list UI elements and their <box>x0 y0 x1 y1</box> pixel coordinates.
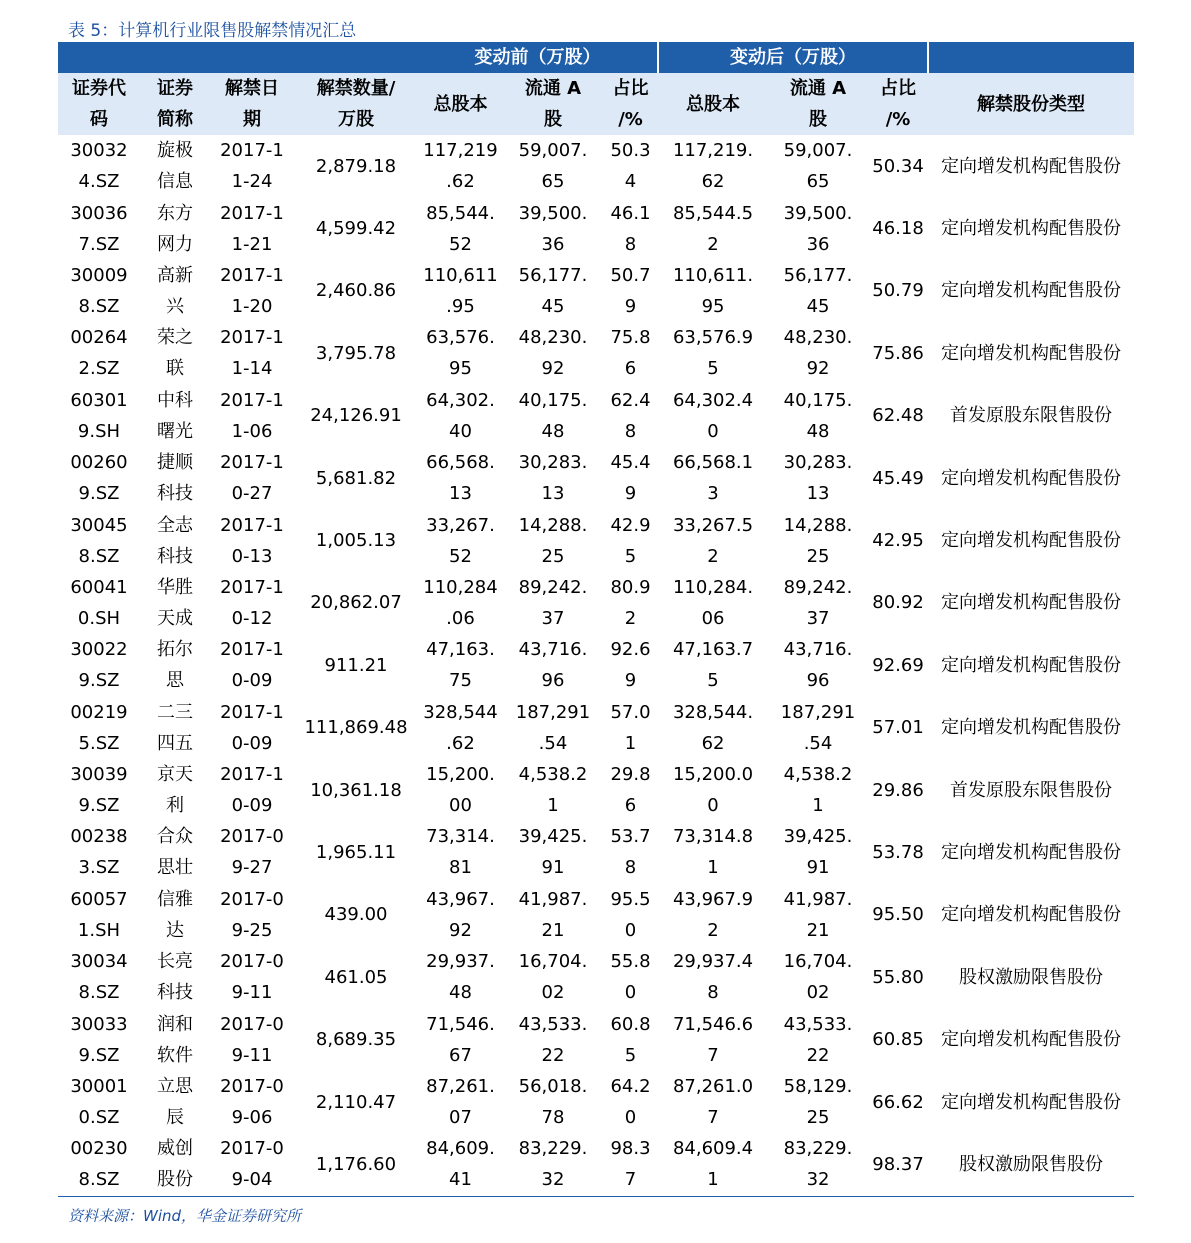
table-cell: 30033 9.SZ <box>70 1013 128 1066</box>
table-cell: 29,937.4 8 <box>672 951 754 1004</box>
table-cell: 2,460.86 <box>315 280 397 302</box>
table-row <box>58 821 1134 883</box>
table-row <box>58 1133 1134 1195</box>
table-cell: 30001 0.SZ <box>70 1076 128 1129</box>
table-row <box>58 697 1134 759</box>
table-cell: 33,267. 52 <box>426 514 495 567</box>
table-cell: 定向增发机构配售股份 <box>941 467 1122 489</box>
table-cell: 荣之 联 <box>157 327 193 380</box>
source-note: 资料来源：Wind，华金证券研究所 <box>68 1207 302 1225</box>
table-cell: 24,126.91 <box>310 405 402 427</box>
column-header: 总股本 <box>418 73 503 135</box>
table-row <box>58 572 1134 634</box>
table-cell: 30034 8.SZ <box>70 951 128 1004</box>
table-cell: 57.01 <box>872 717 924 739</box>
column-header: 占比 /% <box>603 73 658 135</box>
table-cell: 1,005.13 <box>315 530 397 552</box>
table-cell: 4,538.2 1 <box>518 764 588 817</box>
column-header: 流通 A 股 <box>503 73 603 135</box>
table-cell: 00260 9.SZ <box>70 452 128 505</box>
table-cell: 2017-0 9-11 <box>220 1013 284 1066</box>
table-cell: 全志 科技 <box>157 514 193 567</box>
table-cell: 4,538.2 1 <box>783 764 853 817</box>
table-cell: 48,230. 92 <box>518 327 588 380</box>
group-header-row <box>58 42 1134 73</box>
table-cell: 润和 软件 <box>157 1013 193 1066</box>
table-cell: 41,987. 21 <box>783 888 853 941</box>
table-cell: 66,568.1 3 <box>672 452 754 505</box>
table-cell: 55.80 <box>872 966 924 988</box>
table-cell: 2,879.18 <box>315 155 397 177</box>
table-cell: 长亮 科技 <box>157 951 193 1004</box>
table-cell: 111,869.48 <box>304 717 408 739</box>
table-cell: 39,425. 91 <box>518 826 588 879</box>
table-cell: 59,007. 65 <box>518 140 588 193</box>
table-cell: 2017-1 0-12 <box>220 576 284 629</box>
table-cell: 328,544 .62 <box>423 701 498 754</box>
table-cell: 46.1 8 <box>610 202 651 255</box>
table-row <box>58 634 1134 696</box>
table-cell: 187,291 .54 <box>780 701 856 754</box>
table-cell: 定向增发机构配售股份 <box>941 1029 1122 1051</box>
table-cell: 84,609.4 1 <box>672 1138 754 1191</box>
table-cell: 中科 曙光 <box>157 389 193 442</box>
table-row <box>58 759 1134 821</box>
table-cell: 二三 四五 <box>157 701 193 754</box>
table-bottom-rule <box>58 1196 1134 1197</box>
table-cell: 2017-1 0-09 <box>220 701 284 754</box>
table-cell: 64,302. 40 <box>426 389 495 442</box>
table-cell: 60.85 <box>872 1029 924 1051</box>
table-body <box>58 135 1134 1196</box>
table-cell: 42.9 5 <box>610 514 651 567</box>
table-cell: 43,967.9 2 <box>672 888 754 941</box>
table-cell: 定向增发机构配售股份 <box>941 530 1122 552</box>
table-cell: 高新 兴 <box>157 264 193 317</box>
table-cell: 定向增发机构配售股份 <box>941 342 1122 364</box>
table-cell: 56,177. 45 <box>518 264 588 317</box>
table-cell: 2017-1 0-09 <box>220 639 284 692</box>
table-cell: 定向增发机构配售股份 <box>941 717 1122 739</box>
table-cell: 2017-1 0-09 <box>220 764 284 817</box>
lockup-expiry-table <box>58 42 1134 1196</box>
table-cell: 14,288. 25 <box>783 514 853 567</box>
table-cell: 30022 9.SZ <box>70 639 128 692</box>
table-cell: 87,261. 07 <box>426 1076 495 1129</box>
table-cell: 45.4 9 <box>610 452 651 505</box>
table-cell: 58,129. 25 <box>783 1076 853 1129</box>
table-caption: 表 5：计算机行业限售股解禁情况汇总 <box>68 21 357 41</box>
table-cell: 60.8 5 <box>610 1013 651 1066</box>
table-cell: 60041 0.SH <box>70 576 128 629</box>
column-header: 证券 简称 <box>140 73 210 135</box>
column-header: 占比 /% <box>868 73 928 135</box>
table-cell: 捷顺 科技 <box>157 452 193 505</box>
table-cell: 92.6 9 <box>610 639 651 692</box>
table-cell: 10,361.18 <box>310 779 402 801</box>
table-cell: 53.7 8 <box>610 826 651 879</box>
table-cell: 合众 思壮 <box>157 826 193 879</box>
table-cell: 328,544. 62 <box>672 701 754 754</box>
table-cell: 29,937. 48 <box>426 951 495 1004</box>
table-cell: 立思 辰 <box>157 1076 193 1129</box>
table-cell: 92.69 <box>872 654 924 676</box>
table-cell: 2017-1 1-21 <box>220 202 284 255</box>
table-cell: 84,609. 41 <box>426 1138 495 1191</box>
column-header: 解禁日 期 <box>210 73 294 135</box>
table-cell: 定向增发机构配售股份 <box>941 841 1122 863</box>
table-cell: 定向增发机构配售股份 <box>941 280 1122 302</box>
table-cell: 00264 2.SZ <box>70 327 128 380</box>
table-cell: 110,611 .95 <box>423 264 498 317</box>
table-row <box>58 385 1134 447</box>
group-header-spacer <box>58 42 418 73</box>
table-cell: 00238 3.SZ <box>70 826 128 879</box>
table-cell: 62.48 <box>872 405 924 427</box>
table-cell: 1,965.11 <box>315 841 397 863</box>
table-cell: 2017-1 1-06 <box>220 389 284 442</box>
table-cell: 75.86 <box>872 342 924 364</box>
table-cell: 2017-0 9-27 <box>220 826 284 879</box>
table-cell: 187,291 .54 <box>515 701 591 754</box>
group-header-spacer <box>928 42 1134 73</box>
table-cell: 40,175. 48 <box>783 389 853 442</box>
table-cell: 80.92 <box>872 592 924 614</box>
table-cell: 85,544. 52 <box>426 202 495 255</box>
table-cell: 89,242. 37 <box>518 576 588 629</box>
table-cell: 信雅 达 <box>157 888 193 941</box>
table-cell: 57.0 1 <box>610 701 651 754</box>
table-cell: 64,302.4 0 <box>672 389 754 442</box>
table-cell: 56,177. 45 <box>783 264 853 317</box>
table-row <box>58 1008 1134 1070</box>
table-cell: 20,862.07 <box>310 592 402 614</box>
table-cell: 定向增发机构配售股份 <box>941 904 1122 926</box>
table-cell: 股权激励限售股份 <box>959 1153 1104 1175</box>
table-cell: 71,546. 67 <box>426 1013 495 1066</box>
table-row <box>58 260 1134 322</box>
column-header: 解禁数量/ 万股 <box>294 73 418 135</box>
table-cell: 87,261.0 7 <box>672 1076 754 1129</box>
table-cell: 首发原股东限售股份 <box>950 405 1113 427</box>
table-cell: 60301 9.SH <box>70 389 128 442</box>
table-cell: 2017-0 9-25 <box>220 888 284 941</box>
table-cell: 30009 8.SZ <box>70 264 128 317</box>
table-cell: 39,500. 36 <box>518 202 588 255</box>
table-cell: 63,576. 95 <box>426 327 495 380</box>
table-cell: 89,242. 37 <box>783 576 853 629</box>
column-header: 证券代 码 <box>58 73 140 135</box>
table-cell: 117,219 .62 <box>423 140 498 193</box>
table-cell: 911.21 <box>324 654 388 676</box>
table-cell: 30032 4.SZ <box>70 140 128 193</box>
table-cell: 43,716. 96 <box>518 639 588 692</box>
table-cell: 71,546.6 7 <box>672 1013 754 1066</box>
table-cell: 53.78 <box>872 841 924 863</box>
table-cell: 39,500. 36 <box>783 202 853 255</box>
table-cell: 110,284. 06 <box>672 576 754 629</box>
table-cell: 83,229. 32 <box>518 1138 588 1191</box>
table-cell: 2017-0 9-04 <box>220 1138 284 1191</box>
table-cell: 62.4 8 <box>610 389 651 442</box>
table-cell: 43,533. 22 <box>783 1013 853 1066</box>
column-header: 总股本 <box>658 73 768 135</box>
table-cell: 29.8 6 <box>610 764 651 817</box>
table-cell: 83,229. 32 <box>783 1138 853 1191</box>
table-cell: 京天 利 <box>157 764 193 817</box>
table-cell: 2,110.47 <box>315 1091 397 1113</box>
table-cell: 东方 网力 <box>157 202 193 255</box>
table-cell: 47,163. 75 <box>426 639 495 692</box>
table-cell: 39,425. 91 <box>783 826 853 879</box>
table-cell: 2017-1 0-13 <box>220 514 284 567</box>
table-cell: 拓尔 思 <box>157 639 193 692</box>
table-cell: 46.18 <box>872 218 924 240</box>
table-cell: 48,230. 92 <box>783 327 853 380</box>
table-cell: 首发原股东限售股份 <box>950 779 1113 801</box>
table-cell: 定向增发机构配售股份 <box>941 155 1122 177</box>
table-cell: 定向增发机构配售股份 <box>941 592 1122 614</box>
table-cell: 64.2 0 <box>610 1076 651 1129</box>
table-cell: 定向增发机构配售股份 <box>941 654 1122 676</box>
table-cell: 98.3 7 <box>610 1138 651 1191</box>
table-cell: 15,200.0 0 <box>672 764 754 817</box>
table-row <box>58 884 1134 946</box>
table-cell: 定向增发机构配售股份 <box>941 218 1122 240</box>
table-cell: 45.49 <box>872 467 924 489</box>
table-cell: 117,219. 62 <box>672 140 754 193</box>
table-row <box>58 509 1134 571</box>
table-cell: 50.3 4 <box>610 140 651 193</box>
table-cell: 43,716. 96 <box>783 639 853 692</box>
table-cell: 63,576.9 5 <box>672 327 754 380</box>
table-cell: 14,288. 25 <box>518 514 588 567</box>
table-cell: 威创 股份 <box>157 1138 193 1191</box>
table-cell: 42.95 <box>872 530 924 552</box>
table-cell: 00230 8.SZ <box>70 1138 128 1191</box>
table-cell: 旋极 信息 <box>157 140 193 193</box>
table-cell: 2017-0 9-06 <box>220 1076 284 1129</box>
table-cell: 3,795.78 <box>315 342 397 364</box>
table-cell: 50.34 <box>872 155 924 177</box>
table-cell: 47,163.7 5 <box>672 639 754 692</box>
table-cell: 16,704. 02 <box>518 951 588 1004</box>
table-cell: 2017-1 1-14 <box>220 327 284 380</box>
table-cell: 2017-0 9-11 <box>220 951 284 1004</box>
table-cell: 00219 5.SZ <box>70 701 128 754</box>
column-header-row <box>58 73 1134 135</box>
table-cell: 30039 9.SZ <box>70 764 128 817</box>
table-cell: 439.00 <box>324 904 388 926</box>
table-cell: 2017-1 1-20 <box>220 264 284 317</box>
table-cell: 80.9 2 <box>610 576 651 629</box>
table-cell: 73,314.8 1 <box>672 826 754 879</box>
table-cell: 75.8 6 <box>610 327 651 380</box>
table-cell: 2017-1 1-24 <box>220 140 284 193</box>
table-cell: 43,967. 92 <box>426 888 495 941</box>
table-row <box>58 135 1134 197</box>
table-cell: 110,611. 95 <box>672 264 754 317</box>
table-cell: 461.05 <box>324 966 388 988</box>
group-header-before: 变动前（万股） <box>418 42 658 73</box>
table-cell: 98.37 <box>872 1153 924 1175</box>
table-row <box>58 197 1134 259</box>
table-cell: 5,681.82 <box>315 467 397 489</box>
table-cell: 55.8 0 <box>610 951 651 1004</box>
table-cell: 15,200. 00 <box>426 764 495 817</box>
table-cell: 4,599.42 <box>315 218 397 240</box>
table-cell: 110,284 .06 <box>423 576 498 629</box>
table-cell: 30,283. 13 <box>783 452 853 505</box>
table-cell: 股权激励限售股份 <box>959 966 1104 988</box>
column-header: 流通 A 股 <box>768 73 868 135</box>
table-cell: 30036 7.SZ <box>70 202 128 255</box>
table-cell: 41,987. 21 <box>518 888 588 941</box>
table-cell: 59,007. 65 <box>783 140 853 193</box>
table-cell: 33,267.5 2 <box>672 514 754 567</box>
table-cell: 73,314. 81 <box>426 826 495 879</box>
table-cell: 56,018. 78 <box>518 1076 588 1129</box>
table-cell: 85,544.5 2 <box>672 202 754 255</box>
column-header: 解禁股份类型 <box>928 73 1134 135</box>
table-cell: 50.79 <box>872 280 924 302</box>
table-cell: 60057 1.SH <box>70 888 128 941</box>
table-row <box>58 946 1134 1008</box>
table-cell: 50.7 9 <box>610 264 651 317</box>
table-cell: 43,533. 22 <box>518 1013 588 1066</box>
table-cell: 2017-1 0-27 <box>220 452 284 505</box>
table-cell: 40,175. 48 <box>518 389 588 442</box>
table-cell: 95.5 0 <box>610 888 651 941</box>
table-cell: 30045 8.SZ <box>70 514 128 567</box>
table-cell: 华胜 天成 <box>157 576 193 629</box>
table-row <box>58 447 1134 509</box>
table-cell: 95.50 <box>872 904 924 926</box>
table-cell: 8,689.35 <box>315 1029 397 1051</box>
group-header-after: 变动后（万股） <box>658 42 928 73</box>
table-row <box>58 1071 1134 1133</box>
table-cell: 30,283. 13 <box>518 452 588 505</box>
table-cell: 66,568. 13 <box>426 452 495 505</box>
table-cell: 29.86 <box>872 779 924 801</box>
table-row <box>58 322 1134 384</box>
table-cell: 定向增发机构配售股份 <box>941 1091 1122 1113</box>
table-cell: 16,704. 02 <box>783 951 853 1004</box>
table-cell: 66.62 <box>872 1091 924 1113</box>
table-cell: 1,176.60 <box>315 1153 397 1175</box>
